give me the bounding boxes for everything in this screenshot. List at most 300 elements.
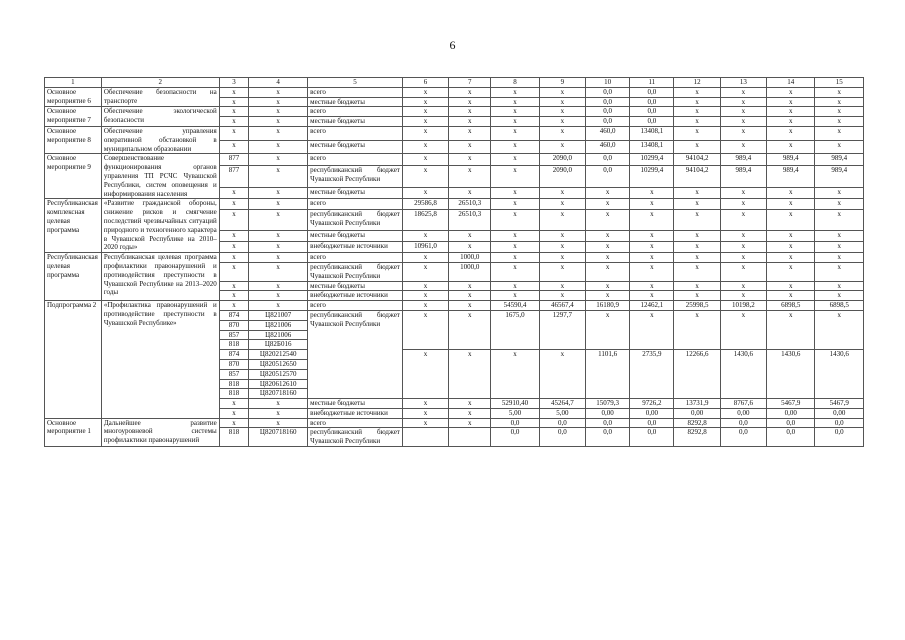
amount-cell: 989,4 (767, 165, 815, 187)
code-csr: Ц821007 (249, 310, 308, 320)
funding-source: республиканский бюджет Чувашской Республики (308, 428, 403, 447)
amount-cell: 0,0 (539, 418, 585, 428)
column-number: 3 (219, 78, 248, 88)
funding-source: республиканский бюджет Чувашской Республики (308, 165, 403, 187)
amount-cell: x (767, 126, 815, 140)
code-csr: Ц820718160 (249, 389, 308, 399)
amount-cell: x (402, 97, 448, 107)
amount-cell: x (674, 262, 720, 281)
code-grbs: 818 (219, 340, 248, 350)
row-title: Дальнейшее развитие многоуровневой системы профилактики правонарушений (101, 418, 219, 446)
amount-cell: x (539, 117, 585, 127)
code-grbs: x (219, 210, 248, 231)
table-body (45, 78, 864, 447)
amount-cell: 45264,7 (539, 399, 585, 409)
amount-cell: 52910,40 (491, 399, 539, 409)
amount-cell: x (402, 126, 448, 140)
amount-cell: x (586, 187, 630, 199)
amount-cell: 1101,6 (586, 350, 630, 399)
funding-source: местные бюджеты (308, 231, 403, 242)
amount-cell: 0,0 (586, 165, 630, 187)
amount-cell: x (674, 310, 720, 349)
funding-source: всего (308, 199, 403, 210)
amount-cell: 0,0 (720, 418, 766, 428)
amount-cell: x (491, 187, 539, 199)
amount-cell: 29586,8 (402, 199, 448, 210)
amount-cell: x (674, 242, 720, 253)
code-grbs: x (219, 97, 248, 107)
amount-cell: x (720, 262, 766, 281)
code-csr: x (249, 165, 308, 187)
amount-cell: x (767, 107, 815, 117)
code-csr: x (249, 408, 308, 418)
amount-cell: x (491, 165, 539, 187)
amount-cell: 10299,4 (630, 154, 674, 166)
amount-cell: x (586, 310, 630, 349)
amount-cell: 0,0 (767, 418, 815, 428)
amount-cell: x (767, 187, 815, 199)
amount-cell: x (586, 262, 630, 281)
amount-cell: x (674, 117, 720, 127)
amount-cell: 2090,0 (539, 154, 585, 166)
amount-cell: x (449, 408, 491, 418)
amount-cell: x (630, 231, 674, 242)
amount-cell: 13408,1 (630, 126, 674, 140)
amount-cell: x (539, 97, 585, 107)
amount-cell: x (539, 242, 585, 253)
amount-cell: 18625,8 (402, 210, 448, 231)
amount-cell: 26510,3 (449, 210, 491, 231)
code-csr: Ц820512650 (249, 359, 308, 369)
code-grbs: x (219, 281, 248, 291)
amount-cell: x (402, 399, 448, 409)
funding-source: местные бюджеты (308, 97, 403, 107)
table-row (45, 418, 864, 428)
amount-cell: x (767, 242, 815, 253)
amount-cell: x (449, 187, 491, 199)
amount-cell: x (402, 350, 448, 399)
funding-source: всего (308, 107, 403, 117)
amount-cell: x (402, 408, 448, 418)
amount-cell: x (815, 126, 864, 140)
amount-cell: 0,0 (491, 418, 539, 428)
code-grbs: x (219, 408, 248, 418)
code-grbs: 870 (219, 320, 248, 330)
amount-cell: 989,4 (720, 154, 766, 166)
column-number: 2 (101, 78, 219, 88)
amount-cell: x (720, 291, 766, 301)
amount-cell: 0,00 (630, 408, 674, 418)
amount-cell: 10299,4 (630, 165, 674, 187)
amount-cell: x (720, 97, 766, 107)
table-row (45, 87, 864, 97)
code-grbs: x (219, 291, 248, 301)
amount-cell: x (586, 253, 630, 263)
row-category: Республиканская комплексная целевая программа (45, 199, 102, 253)
amount-cell: 12462,1 (630, 301, 674, 311)
code-csr: x (249, 262, 308, 281)
amount-cell: 0,0 (586, 97, 630, 107)
amount-cell: 2735,9 (630, 350, 674, 399)
code-grbs: x (219, 126, 248, 140)
column-number: 5 (308, 78, 403, 88)
code-csr: x (249, 187, 308, 199)
code-grbs: 874 (219, 310, 248, 320)
amount-cell: x (491, 231, 539, 242)
amount-cell: 989,4 (767, 154, 815, 166)
code-grbs: 874 (219, 350, 248, 360)
amount-cell: x (402, 154, 448, 166)
amount-cell: x (539, 140, 585, 154)
amount-cell: 0,0 (630, 107, 674, 117)
amount-cell: x (815, 262, 864, 281)
amount-cell: x (449, 140, 491, 154)
table-row (45, 301, 864, 311)
row-category: Основное мероприятие 9 (45, 154, 102, 199)
column-number: 13 (720, 78, 766, 88)
amount-cell: x (402, 87, 448, 97)
funding-source: всего (308, 87, 403, 97)
amount-cell: x (539, 262, 585, 281)
amount-cell: 0,0 (586, 117, 630, 127)
amount-cell: x (815, 107, 864, 117)
table-row (45, 154, 864, 166)
amount-cell: x (449, 242, 491, 253)
amount-cell: 0,0 (720, 428, 766, 447)
code-csr: Ц820212540 (249, 350, 308, 360)
amount-cell: x (402, 310, 448, 349)
code-csr: Ц82Б016 (249, 340, 308, 350)
amount-cell: x (815, 97, 864, 107)
amount-cell: 0,0 (630, 117, 674, 127)
code-grbs: x (219, 199, 248, 210)
code-csr: x (249, 140, 308, 154)
amount-cell: x (815, 281, 864, 291)
amount-cell: x (402, 253, 448, 263)
amount-cell: x (491, 199, 539, 210)
row-title: Обеспечение безопасности на транспорте (101, 87, 219, 107)
amount-cell: 460,0 (586, 126, 630, 140)
code-csr: x (249, 154, 308, 166)
amount-cell: 5,00 (539, 408, 585, 418)
amount-cell: x (720, 310, 766, 349)
funding-source: местные бюджеты (308, 187, 403, 199)
amount-cell: 46567,4 (539, 301, 585, 311)
amount-cell: x (449, 310, 491, 349)
amount-cell: 5467,9 (767, 399, 815, 409)
amount-cell: x (539, 107, 585, 117)
amount-cell: 0,00 (815, 408, 864, 418)
amount-cell: x (539, 291, 585, 301)
amount-cell: x (674, 199, 720, 210)
amount-cell: x (767, 199, 815, 210)
code-grbs: x (219, 399, 248, 409)
amount-cell: x (720, 117, 766, 127)
amount-cell: 94104,2 (674, 154, 720, 166)
amount-cell: x (402, 140, 448, 154)
amount-cell: x (720, 199, 766, 210)
amount-cell: 16180,9 (586, 301, 630, 311)
amount-cell: x (491, 97, 539, 107)
code-grbs: x (219, 231, 248, 242)
code-grbs: 818 (219, 389, 248, 399)
amount-cell: x (720, 231, 766, 242)
amount-cell: x (449, 399, 491, 409)
funding-source: всего (308, 253, 403, 263)
row-title: Республиканская целевая программа профилактики правонарушений и противодействия преступности в Чувашской Республике на 2013–2020 годы (101, 253, 219, 301)
amount-cell: x (586, 242, 630, 253)
column-number: 8 (491, 78, 539, 88)
amount-cell: x (815, 199, 864, 210)
amount-cell: 0,00 (720, 408, 766, 418)
amount-cell: 2090,0 (539, 165, 585, 187)
amount-cell: x (720, 281, 766, 291)
amount-cell: x (402, 187, 448, 199)
code-csr: x (249, 97, 308, 107)
funding-source: всего (308, 154, 403, 166)
amount-cell: x (767, 310, 815, 349)
amount-cell: x (630, 310, 674, 349)
amount-cell: 10961,0 (402, 242, 448, 253)
code-csr: Ц820718160 (249, 428, 308, 447)
column-number: 6 (402, 78, 448, 88)
amount-cell: x (630, 210, 674, 231)
amount-cell: x (674, 281, 720, 291)
amount-cell: x (449, 301, 491, 311)
funding-source: всего (308, 418, 403, 428)
amount-cell: 5,00 (491, 408, 539, 418)
amount-cell: x (767, 253, 815, 263)
amount-cell: x (402, 165, 448, 187)
amount-cell: x (539, 87, 585, 97)
column-number: 10 (586, 78, 630, 88)
amount-cell: x (449, 165, 491, 187)
amount-cell: 0,0 (630, 87, 674, 97)
amount-cell: x (449, 97, 491, 107)
amount-cell: 9726,2 (630, 399, 674, 409)
amount-cell: 0,00 (674, 408, 720, 418)
amount-cell: 15079,3 (586, 399, 630, 409)
amount-cell: 13731,9 (674, 399, 720, 409)
amount-cell: x (449, 350, 491, 399)
header-row (45, 78, 864, 88)
amount-cell: x (491, 107, 539, 117)
amount-cell: x (630, 242, 674, 253)
amount-cell: 989,4 (815, 165, 864, 187)
funding-source: всего (308, 301, 403, 311)
amount-cell: x (674, 126, 720, 140)
funding-source: внебюджетные источники (308, 242, 403, 253)
amount-cell: 26510,3 (449, 199, 491, 210)
column-number: 4 (249, 78, 308, 88)
amount-cell: x (539, 126, 585, 140)
row-title: Обеспечение управления оперативной обстановкой в муниципальном образовании (101, 126, 219, 153)
amount-cell: 0,0 (586, 154, 630, 166)
funding-source: внебюджетные источники (308, 408, 403, 418)
amount-cell: x (491, 154, 539, 166)
amount-cell: x (767, 117, 815, 127)
amount-cell: x (815, 291, 864, 301)
amount-cell: x (402, 301, 448, 311)
amount-cell: x (720, 242, 766, 253)
amount-cell: x (767, 262, 815, 281)
amount-cell: 5467,9 (815, 399, 864, 409)
amount-cell: 0,0 (586, 107, 630, 117)
funding-source: республиканский бюджет Чувашской Республики (308, 210, 403, 231)
amount-cell: 0,0 (630, 428, 674, 447)
amount-cell: x (402, 418, 448, 428)
amount-cell: 0,0 (767, 428, 815, 447)
amount-cell: x (674, 291, 720, 301)
amount-cell: 0,0 (586, 87, 630, 97)
amount-cell: 54590,4 (491, 301, 539, 311)
amount-cell: x (539, 199, 585, 210)
column-number: 11 (630, 78, 674, 88)
amount-cell: x (491, 242, 539, 253)
amount-cell: 0,00 (767, 408, 815, 418)
amount-cell: x (815, 187, 864, 199)
amount-cell: x (767, 210, 815, 231)
amount-cell: x (402, 281, 448, 291)
code-grbs: x (219, 140, 248, 154)
table-row (45, 199, 864, 210)
amount-cell: 8292,8 (674, 428, 720, 447)
amount-cell: 0,0 (630, 418, 674, 428)
amount-cell: 12266,6 (674, 350, 720, 399)
amount-cell: x (586, 199, 630, 210)
row-title: «Профилактика правонарушений и противодействие преступности в Чувашской Республике» (101, 301, 219, 419)
amount-cell: x (720, 107, 766, 117)
amount-cell: 1000,0 (449, 253, 491, 263)
page-number: 6 (449, 38, 456, 52)
amount-cell: x (720, 210, 766, 231)
amount-cell: x (767, 87, 815, 97)
table-row (45, 126, 864, 140)
amount-cell: x (720, 187, 766, 199)
amount-cell: 0,0 (586, 418, 630, 428)
amount-cell: x (815, 253, 864, 263)
amount-cell: x (630, 187, 674, 199)
amount-cell: x (674, 107, 720, 117)
amount-cell: 25998,5 (674, 301, 720, 311)
code-grbs: 818 (219, 379, 248, 389)
amount-cell: x (720, 87, 766, 97)
amount-cell: x (402, 107, 448, 117)
code-csr: x (249, 126, 308, 140)
code-grbs: x (219, 87, 248, 97)
column-number: 7 (449, 78, 491, 88)
amount-cell: 0,0 (586, 428, 630, 447)
amount-cell: x (449, 126, 491, 140)
amount-cell: x (674, 253, 720, 263)
amount-cell: x (491, 262, 539, 281)
code-csr: x (249, 117, 308, 127)
amount-cell: x (449, 117, 491, 127)
amount-cell: 1430,6 (720, 350, 766, 399)
code-csr: x (249, 210, 308, 231)
code-grbs: 857 (219, 330, 248, 340)
amount-cell: 1297,7 (539, 310, 585, 349)
amount-cell: x (449, 291, 491, 301)
amount-cell: x (767, 291, 815, 301)
amount-cell: x (449, 281, 491, 291)
code-csr: Ц821006 (249, 330, 308, 340)
row-category: Основное мероприятие 6 (45, 87, 102, 107)
code-grbs: 877 (219, 154, 248, 166)
amount-cell: 1430,6 (767, 350, 815, 399)
code-csr: x (249, 107, 308, 117)
amount-cell: 1000,0 (449, 262, 491, 281)
row-category: Основное мероприятие 8 (45, 126, 102, 153)
amount-cell: 13408,1 (630, 140, 674, 154)
amount-cell: x (449, 231, 491, 242)
amount-cell: x (491, 117, 539, 127)
code-csr: x (249, 399, 308, 409)
amount-cell: 989,4 (720, 165, 766, 187)
amount-cell: x (402, 117, 448, 127)
amount-cell: x (767, 140, 815, 154)
code-grbs: 857 (219, 369, 248, 379)
amount-cell: x (630, 281, 674, 291)
amount-cell: x (491, 210, 539, 231)
funding-source: местные бюджеты (308, 140, 403, 154)
amount-cell: x (767, 231, 815, 242)
code-grbs: x (219, 418, 248, 428)
amount-cell: x (630, 199, 674, 210)
amount-cell: x (491, 291, 539, 301)
amount-cell: x (491, 253, 539, 263)
amount-cell: 10198,2 (720, 301, 766, 311)
column-number: 14 (767, 78, 815, 88)
code-grbs: x (219, 253, 248, 263)
table-row (45, 107, 864, 117)
amount-cell: 0,0 (630, 97, 674, 107)
amount-cell: x (674, 140, 720, 154)
table-row (45, 253, 864, 263)
amount-cell: x (674, 87, 720, 97)
amount-cell: x (674, 210, 720, 231)
amount-cell: x (630, 253, 674, 263)
column-number: 12 (674, 78, 720, 88)
amount-cell: x (674, 231, 720, 242)
amount-cell: x (720, 140, 766, 154)
amount-cell: x (491, 87, 539, 97)
row-category: Республиканская целевая программа (45, 253, 102, 301)
amount-cell: x (630, 291, 674, 301)
amount-cell: x (586, 281, 630, 291)
amount-cell: x (402, 262, 448, 281)
amount-cell: x (586, 291, 630, 301)
amount-cell: 989,4 (815, 154, 864, 166)
funding-source: местные бюджеты (308, 399, 403, 409)
code-grbs: x (219, 242, 248, 253)
amount-cell: 6898,5 (815, 301, 864, 311)
amount-cell: x (674, 187, 720, 199)
code-csr: x (249, 418, 308, 428)
code-grbs: x (219, 262, 248, 281)
amount-cell: x (815, 140, 864, 154)
code-csr: x (249, 199, 308, 210)
funding-source: республиканский бюджет Чувашской Республики (308, 310, 403, 398)
code-grbs: 870 (219, 359, 248, 369)
amount-cell: x (815, 242, 864, 253)
amount-cell (402, 428, 448, 447)
amount-cell: x (767, 281, 815, 291)
amount-cell: x (539, 281, 585, 291)
row-category: Основное мероприятие 1 (45, 418, 102, 446)
code-grbs: x (219, 107, 248, 117)
amount-cell: x (815, 117, 864, 127)
